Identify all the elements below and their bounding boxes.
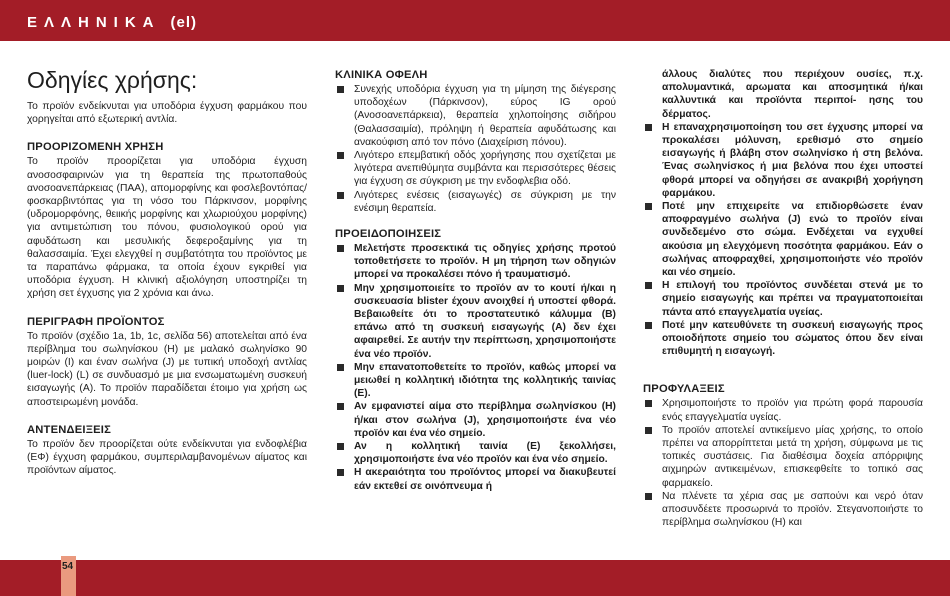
- bullet-square-icon: [645, 203, 652, 210]
- list-item: [335, 282, 616, 361]
- list-item: [335, 242, 616, 282]
- contraindications-heading: ΑΝΤΕΝΔΕΙΞΕΙΣ: [27, 423, 112, 436]
- list-item: [335, 400, 616, 440]
- bullet-square-icon: [337, 192, 344, 199]
- warnings-continued-text: άλλους διαλύτες που περιέχουν ουσίες, π.χ. απολυμαντικά, αρωματα και αποσμητικά ή/και καλλυντικά και προϊόντα περιποί- ησης του δέρματος.: [662, 69, 923, 120]
- language-name: ΕΛΛΗΝΙΚΑ: [27, 14, 161, 31]
- warnings-list-continued: [643, 121, 923, 359]
- list-item: [643, 424, 923, 490]
- list-item-text: Λιγότερο επεμβατική οδός χορήγησης που σχετίζεται με λιγότερα ανεπιθύμητα συμβάντα και περισσότερες θέσεις για έγχυση σε σύγκριση με την ενδοφλεβια οδό.: [354, 150, 616, 188]
- warnings-list: [335, 242, 616, 493]
- list-item: [643, 121, 923, 200]
- list-item: [335, 83, 616, 149]
- bullet-square-icon: [337, 364, 344, 371]
- footer-bar: [0, 560, 950, 596]
- bullet-square-icon: [645, 322, 652, 329]
- list-item-text: Μην χρησιμοποιείτε το προϊόν αν το κουτί ή/και η συσκευασία blister έχουν ανοιχθεί ή υποστεί φθορά. Βεβαιωθείτε ότι το προστατευτικό κάλυμμα (B) επάνω από τη συσκευή εισαγωγής (A) δεν έχει αφαιρεθεί. Σε αυτήν την περίπτωση, χρησιμοποιήστε ένα νέο προϊόν.: [354, 282, 616, 360]
- bullet-square-icon: [337, 86, 344, 93]
- product-description-heading: ΠΕΡΙΓΡΑΦΗ ΠΡΟΪΟΝΤΟΣ: [27, 315, 165, 328]
- list-item-text: Αν η κολλητική ταινία (E) ξεκολλήσει, χρησιμοποιήστε ένα νέο προϊόν και ένα νέο σημείο.: [354, 441, 616, 466]
- bullet-square-icon: [645, 493, 652, 500]
- list-item: [335, 361, 616, 401]
- clinical-benefits-list: [335, 83, 616, 215]
- product-description-text: Το προϊόν (σχέδιο 1a, 1b, 1c, σελίδα 56) αποτελείται από ένα περίβλημα του σωληνίσκου (H) με μαλακό σωληνίσκο 90 μοιρών (I) και έναν σωλήνα (J) με τυπική υποδοχή αντλίας (luer-lock) (L) σε συνδυασμό με μια ενσωματωμένη συσκευή εισαγωγής (A). Το προϊόν παραδίδεται έτοιμο για χρήση ως αποστειρωμένη μονάδα.: [27, 330, 307, 408]
- list-item-text: Μελετήστε προσεκτικά τις οδηγίες χρήσης προτού τοποθετήσετε το προϊόν. Η μη τήρηση των οδηγιών μπορεί να προκαλέσει πόνο ή τραυματισμό.: [354, 243, 616, 281]
- header-bar: [0, 0, 950, 41]
- page-number: 54: [62, 561, 74, 572]
- bullet-square-icon: [645, 400, 652, 407]
- intended-use-text: Το προϊόν προορίζεται για υποδόρια έγχυση ανοσοσφαιρινών για τη θεραπεία της πρωτοπαθούς ανοσοανεπάρκειας (ΠΑΑ), απομορφίνης και φοσλεβοντόπας/φοσκαρβιντόπας για τη νόσο του Πάρκινσον, μορφίνης (υδρομορφόνης, θειικής μορφίνης και χλωριούχου μορφίνης) για αντιμετώπιση του πόνου, φυσιολογικού ορού για αφυδάτωση και μεσυλικής δεφεροξαμίνης για τη θαλασσαιμία. Έχει ελεγχθεί η συμβατότητα του προϊόντος με τα παραπάνω φάρμακα, τα οποία έχουν εγκριθεί για υποδόρια έγχυση. Η κλινική αξιολόγηση υποστηρίζει τη χρήση σετ έγχυσης για 2 χρόνια και άνω.: [27, 156, 307, 300]
- bullet-square-icon: [337, 245, 344, 252]
- bullet-square-icon: [645, 427, 652, 434]
- list-item-text: Ποτέ μην κατευθύνετε τη συσκευή εισαγωγής προς οποιοδήποτε σημείο του σώματος όπου δεν είναι επιθυμητή η εισαγωγή.: [662, 319, 923, 358]
- language-label: [27, 14, 197, 31]
- column-middle: [335, 68, 616, 505]
- list-item: [643, 279, 923, 319]
- list-item: [335, 466, 616, 492]
- list-item-text: Η επιλογή του προϊόντος συνδέεται στενά με το σημείο εισαγωγής και πρέπει να πραγματοποιείται πάντα από επαγγελματία υγείας.: [662, 280, 923, 318]
- list-item-text: Το προϊόν αποτελεί αντικείμενο μίας χρήσης, το οποίο πρέπει να απορρίπτεται μετά τη χρήση, σύμφωνα με τις τοπικές συστάσεις. Για διαθέσιμα δοχεία απόρριψης αιχμηρών αντικειμένων, επισκεφθείτε το τοπικό σας φαρμακείο.: [662, 424, 923, 489]
- list-item-text: Αν εμφανιστεί αίμα στο περίβλημα σωληνίσκου (H) ή/και στον σωλήνα (J), χρησιμοποιήστε ένα νέο προϊόν και ένα νέο σημείο.: [354, 401, 616, 439]
- contraindications-text: Το προϊόν δεν προορίζεται ούτε ενδείκνυται για ενδοφλέβια (ΕΦ) έγχυση φαρμάκου, συμπεριλαμβανομένων αίματος και προϊόντων αίματος.: [27, 438, 307, 477]
- bullet-square-icon: [337, 443, 344, 450]
- list-item-text: Ποτέ μην επιχειρείτε να επιδιορθώσετε έναν αποφραγμένο σωλήνα (J) ενώ το προϊόν είναι συνδεδεμένο στο σώμα. Ενδέχεται να εγχυθεί ακούσια μη ελεγχόμενη ποσότητα φαρμάκου. Εάν ο σωλήνας αποφραχθεί, χρησιμοποιήστε νέο προϊόν και νέο σημείο.: [662, 201, 923, 279]
- language-code: (el): [170, 14, 198, 31]
- bullet-square-icon: [337, 152, 344, 159]
- list-item: [643, 490, 923, 530]
- page-title: Οδηγίες χρήσης:: [27, 67, 198, 93]
- list-item-text: Χρησιμοποιήστε το προϊόν για πρώτη φορά παρουσία ενός επαγγελματία υγείας.: [662, 398, 923, 423]
- list-item-text: Η επαναχρησιμοποίηση του σετ έγχυσης μπορεί να προκαλέσει μόλυνση, ερεθισμό στο σημείο εισαγωγής ή βλάβη στον σωληνίσκο ή στη βελόνα. Ένας σωληνίσκος ή μια βελόνα που έχει υποστεί φθορά μπορεί να οδηγήσει σε ανακριβή χορήγηση φαρμάκου.: [662, 121, 923, 199]
- precautions-list: [643, 397, 923, 529]
- list-item: [643, 397, 923, 423]
- warnings-heading: ΠΡΟΕΙΔΟΠΟΙΗΣΕΙΣ: [335, 228, 442, 241]
- list-item-text: Μην επανατοποθετείτε το προϊόν, καθώς μπορεί να μειωθεί η κολλητική ιδιότητα της κολλητικής ταινίας (E).: [354, 361, 616, 400]
- list-item: [643, 200, 923, 279]
- list-item-text: Συνεχής υποδόρια έγχυση για τη μίμηση της διέγερσης υποδοχέων (Πάρκινσον), εύρος IG ορού (Ανοσοανεπάρκεια), θεραπεία χηλοποίησης σιδήρου (Θαλασσαιμία), πρόληψη ή θεραπεία αφυδάτωσης και ανακούφιση από τον πόνο (Διαχείριση πόνου).: [354, 84, 616, 148]
- list-item: [335, 189, 616, 215]
- list-item: [335, 440, 616, 466]
- intended-use-heading: ΠΡΟΟΡΙΖΟΜΕΝΗ ΧΡΗΣΗ: [27, 141, 164, 154]
- column-right: [643, 68, 923, 542]
- bullet-square-icon: [645, 282, 652, 289]
- list-item-text: Η ακεραιότητα του προϊόντος μπορεί να διακυβευτεί εάν εκτεθεί σε οινόπνευμα ή: [354, 467, 616, 492]
- bullet-square-icon: [337, 285, 344, 292]
- list-item: [335, 149, 616, 189]
- clinical-benefits-heading: ΚΛΙΝΙΚΑ ΟΦΕΛΗ: [335, 69, 428, 81]
- intro-paragraph: Το προϊόν ενδείκνυται για υποδόρια έγχυση φαρμάκου που χορηγείται από εξωτερική αντλία.: [27, 101, 307, 126]
- bullet-square-icon: [337, 403, 344, 410]
- list-item-text: Λιγότερες ενέσεις (εισαγωγές) σε σύγκριση με την ενέσιμη θεραπεία.: [354, 189, 616, 214]
- column-left: [27, 66, 307, 491]
- precautions-heading: ΠΡΟΦΥΛΑΞΕΙΣ: [643, 383, 725, 396]
- bullet-square-icon: [337, 469, 344, 476]
- bullet-square-icon: [645, 124, 652, 131]
- list-item-text: Να πλένετε τα χέρια σας με σαπούνι και νερό όταν αποσυνδέετε προσωρινά το προϊόν. Στεγανοποιήστε το περίβλημα σωληνίσκου (H) και: [662, 490, 923, 529]
- list-item: [643, 319, 923, 359]
